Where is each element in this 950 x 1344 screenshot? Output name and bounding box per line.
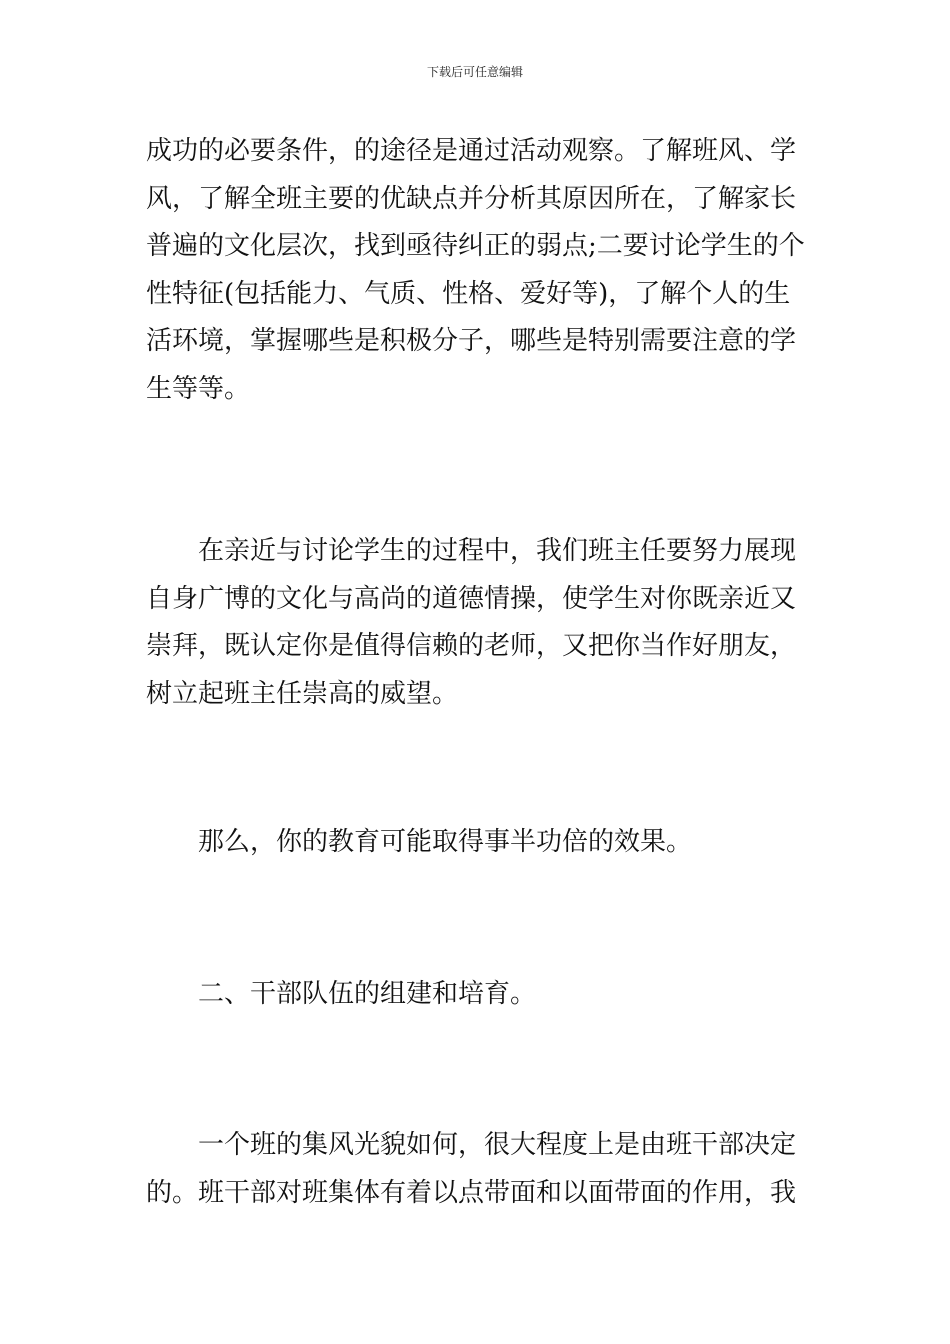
text-line: 成功的必要条件，的途径是通过活动观察。了解班风、学 <box>146 136 797 166</box>
section-heading <box>146 971 806 1019</box>
paragraph-3 <box>146 819 806 867</box>
paragraph-5 <box>146 1122 806 1217</box>
page-header: 下载后可任意编辑 <box>426 65 523 79</box>
paragraph-spacer <box>146 867 806 971</box>
text-line: 崇拜，既认定你是值得信赖的老师，又把你当作好朋友， <box>146 631 797 661</box>
text-line: 二、干部队伍的组建和培育。 <box>198 978 537 1009</box>
text-line: 的。班干部对班集体有着以点带面和以面带面的作用，我 <box>146 1177 797 1208</box>
text-line: 自身广博的文化与高尚的道德情操，使学生对你既亲近又 <box>146 583 797 614</box>
paragraph-spacer <box>146 413 806 528</box>
text-line: 风，了解全班主要的优缺点并分析其原因所在，了解家长 <box>146 183 797 214</box>
paragraph-spacer <box>146 1018 806 1122</box>
text-line: 普遍的文化层次，找到亟待纠正的弱点;二要讨论学生的个 <box>146 231 805 261</box>
paragraph-spacer <box>146 718 806 819</box>
paragraph-2 <box>146 528 806 718</box>
text-line: 性特征(包括能力、气质、性格、爱好等)，了解个人的生 <box>146 278 791 309</box>
paragraph-1 <box>146 128 806 413</box>
text-line: 一个班的集风光貌如何，很大程度上是由班干部决定 <box>198 1130 797 1160</box>
text-line: 在亲近与讨论学生的过程中，我们班主任要努力展现 <box>198 536 797 566</box>
text-line: 树立起班主任崇高的威望。 <box>146 678 459 709</box>
document-body <box>146 128 806 1217</box>
text-line: 那么，你的教育可能取得事半功倍的效果。 <box>198 827 693 857</box>
text-line: 活环境，掌握哪些是积极分子，哪些是特别需要注意的学 <box>146 326 797 356</box>
text-line: 生等等。 <box>146 373 251 404</box>
